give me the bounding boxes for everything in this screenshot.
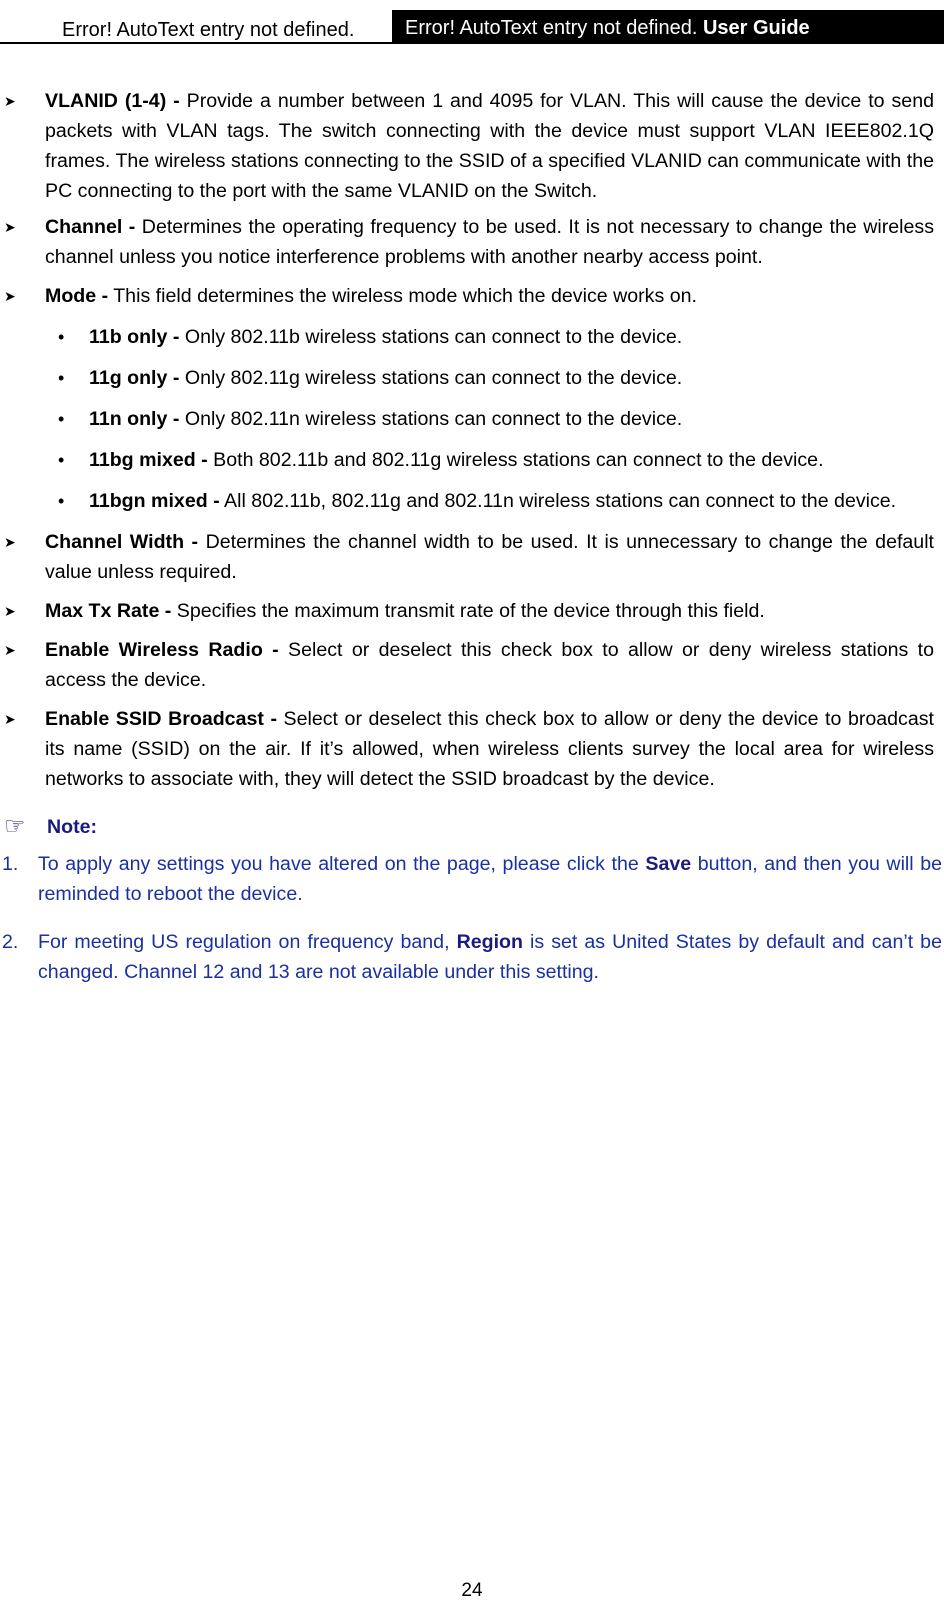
list-item-mode <box>0 281 944 311</box>
mode-option-11bgn <box>0 486 944 516</box>
note-number: 1. <box>2 853 19 875</box>
option-desc: Only 802.11b wireless stations can connect to the device. <box>184 326 683 348</box>
header-title-bar <box>392 10 944 44</box>
list-item-enable-ssid-broadcast <box>0 704 944 794</box>
header-right-text: Error! AutoText entry not defined. <box>405 17 698 39</box>
note-number: 2. <box>2 931 19 953</box>
bullet-dot-icon: • <box>58 450 65 470</box>
note-item <box>0 927 944 987</box>
item-term: Channel - <box>45 216 136 238</box>
item-desc: Provide a number between 1 and 4095 for VLAN. This will cause the device to send packets with VLAN tags. The switch connecting with the device must support VLAN IEEE802.1Q frames. The wireless stations connecting to the SSID of a specified VLANID can communicate with the PC connecting to the port with the same VLANID on the Switch. <box>45 90 934 202</box>
list-item-enable-wireless-radio <box>0 635 944 695</box>
arrow-bullet-icon: ➤ <box>4 603 16 619</box>
page-header <box>0 0 944 44</box>
option-term: 11g only - <box>89 367 180 389</box>
arrow-bullet-icon: ➤ <box>4 711 16 727</box>
note-text: For meeting US regulation on frequency band, <box>38 931 450 953</box>
arrow-bullet-icon: ➤ <box>4 288 16 304</box>
header-rule <box>0 42 944 44</box>
note-label: Note: <box>47 816 98 838</box>
arrow-bullet-icon: ➤ <box>4 642 16 658</box>
note-bold-term: Save <box>645 853 692 875</box>
arrow-bullet-icon: ➤ <box>4 93 16 109</box>
note-heading <box>0 814 944 844</box>
item-desc: Select or deselect this check box to allow or deny the device to broadcast its name (SSID) on the air. If it’s allowed, when wireless clients survey the local area for wireless networks to associate with, they will detect the SSID broadcast by the device. <box>45 708 934 790</box>
option-desc: Only 802.11n wireless stations can connect to the device. <box>184 408 683 430</box>
list-item-vlanid <box>0 86 944 206</box>
option-term: 11n only - <box>89 408 180 430</box>
item-term: Max Tx Rate - <box>45 600 172 622</box>
header-left-text: Error! AutoText entry not defined. <box>62 19 355 41</box>
item-term: Enable Wireless Radio - <box>45 639 279 661</box>
mode-option-11n <box>0 404 944 434</box>
arrow-bullet-icon: ➤ <box>4 219 16 235</box>
item-term: VLANID (1-4) - <box>45 90 180 112</box>
bullet-dot-icon: • <box>58 327 65 347</box>
option-term: 11bgn mixed - <box>89 490 220 512</box>
mode-option-11bg <box>0 445 944 475</box>
note-text: is set as United States by default and can’t be changed. Channel 12 and 13 are not available under this setting. <box>38 931 942 983</box>
arrow-bullet-icon: ➤ <box>4 534 16 550</box>
note-text: button, and then you will be reminded to reboot the device. <box>38 853 943 905</box>
item-desc: Specifies the maximum transmit rate of the device through this field. <box>176 600 765 622</box>
mode-option-11g <box>0 363 944 393</box>
option-term: 11b only - <box>89 326 180 348</box>
option-desc: All 802.11b, 802.11g and 802.11n wireless stations can connect to the device. <box>224 490 897 512</box>
bullet-dot-icon: • <box>58 368 65 388</box>
list-item-channel <box>0 212 944 272</box>
option-desc: Both 802.11b and 802.11g wireless stations can connect to the device. <box>213 449 824 471</box>
note-text: To apply any settings you have altered on the page, please click the <box>38 853 639 875</box>
item-desc: Determines the channel width to be used. It is unnecessary to change the default value unless required. <box>45 531 935 583</box>
item-desc: Select or deselect this check box to allow or deny wireless stations to access the device. <box>45 639 934 691</box>
item-term: Enable SSID Broadcast - <box>45 708 277 730</box>
list-item-channel-width <box>0 527 944 587</box>
option-term: 11bg mixed - <box>89 449 208 471</box>
item-term: Mode - <box>45 285 109 307</box>
bullet-dot-icon: • <box>58 491 65 511</box>
bullet-dot-icon: • <box>58 409 65 429</box>
note-bold-term: Region <box>456 931 523 953</box>
list-item-max-tx-rate <box>0 596 944 626</box>
pointing-hand-icon: ☞ <box>4 813 26 840</box>
page-number: 24 <box>461 1580 483 1601</box>
option-desc: Only 802.11g wireless stations can connect to the device. <box>184 367 683 389</box>
note-item <box>0 849 944 909</box>
mode-option-11b <box>0 322 944 352</box>
item-term: Channel Width - <box>45 531 199 553</box>
header-guide-title: User Guide <box>702 17 810 39</box>
item-desc: Determines the operating frequency to be used. It is not necessary to change the wireless channel unless you notice interference problems with another nearby access point. <box>45 216 934 268</box>
page-body <box>0 86 944 987</box>
item-desc: This field determines the wireless mode which the device works on. <box>113 285 697 307</box>
